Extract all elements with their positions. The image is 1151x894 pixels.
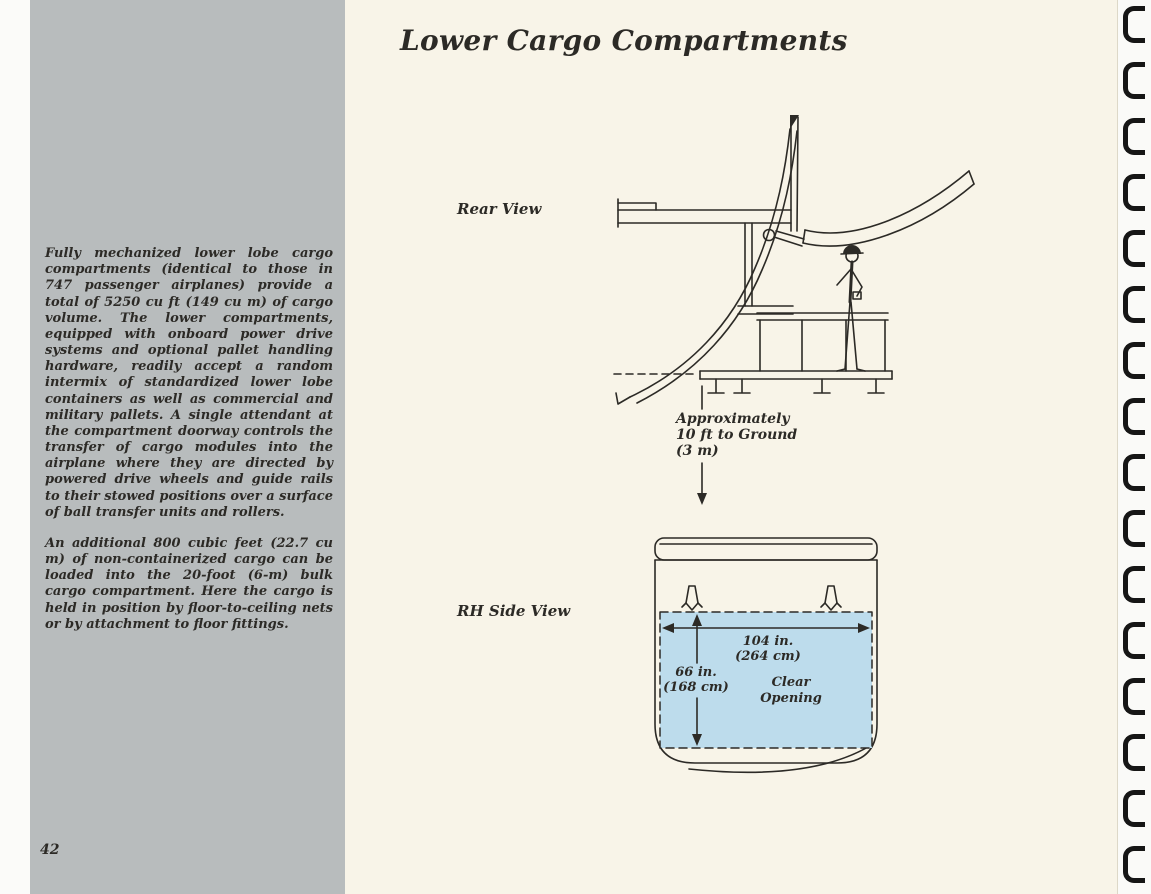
binding-hole — [1123, 118, 1145, 155]
page-body — [345, 0, 1118, 894]
rear-view-diagram — [590, 103, 1020, 508]
page-title: Lower Cargo Compartments — [400, 24, 848, 57]
sidebar-paragraph-1: Fully mechanized lower lobe cargo compartments (identical to those in 747 passenger airplanes) provide a total of 5250 cu ft (149 cu m) of cargo volume. The lower compartments, equipped with onboard power drive systems and optional pallet handling hardware, readily accept a random intermix of standardized lower lobe containers as well as commercial and military pallets. A single attendant at the compartment doorway controls the transfer of cargo modules into the airplane where they are directed by powered drive wheels and guide rails to their stowed positions over a surface of ball transfer units and rollers. — [45, 246, 333, 520]
binding-hole — [1123, 62, 1145, 99]
height-dimension-line2: (168 cm) — [663, 680, 729, 695]
binding-hole — [1123, 790, 1145, 827]
binding-hole — [1123, 286, 1145, 323]
binding-hole — [1123, 734, 1145, 771]
rh-side-view-label: RH Side View — [457, 602, 571, 620]
binding-hole — [1123, 846, 1145, 883]
binding-hole — [1123, 510, 1145, 547]
rh-side-view-diagram — [645, 528, 895, 783]
clear-opening-label-line2: Opening — [760, 691, 822, 706]
worker-figure — [837, 245, 865, 371]
binding-hole — [1123, 230, 1145, 267]
binding-hole — [1123, 6, 1145, 43]
width-dimension-line2: (264 cm) — [735, 649, 801, 664]
door-top-fairing — [655, 538, 877, 560]
clear-opening-label-line1: Clear — [771, 675, 811, 690]
ground-clearance-annotation-line1: Approximately — [676, 411, 790, 427]
page-number: 42 — [40, 842, 60, 858]
main-deck-floor — [618, 199, 791, 227]
comb-binding — [1118, 0, 1151, 894]
rear-view-label: Rear View — [457, 200, 542, 218]
height-dimension-line1: 66 in. — [675, 665, 717, 680]
sidebar-text-block — [45, 246, 333, 648]
sidebar-panel — [30, 0, 345, 894]
binding-hole — [1123, 678, 1145, 715]
binding-hole — [1123, 622, 1145, 659]
binding-hole — [1123, 398, 1145, 435]
binding-hole — [1123, 566, 1145, 603]
loader-platform — [700, 371, 892, 393]
ground-clearance-annotation-line3: (3 m) — [676, 443, 719, 459]
binding-hole — [1123, 174, 1145, 211]
fuselage-skin-contour — [616, 129, 797, 404]
width-dimension-line1: 104 in. — [742, 634, 794, 649]
binding-hole — [1123, 454, 1145, 491]
open-cargo-door — [764, 171, 975, 246]
loader-railing — [757, 313, 888, 371]
sidebar-paragraph-2: An additional 800 cubic feet (22.7 cu m) of non-containerized cargo can be loaded into the 20-foot (6-m) bulk cargo compartment. Here the cargo is held in position by floor-to-ceiling nets or by attachment to floor fittings. — [45, 535, 333, 632]
ground-clearance-annotation-line2: 10 ft to Ground — [676, 427, 798, 443]
door-hinge-fittings — [682, 586, 841, 610]
binding-hole — [1123, 342, 1145, 379]
